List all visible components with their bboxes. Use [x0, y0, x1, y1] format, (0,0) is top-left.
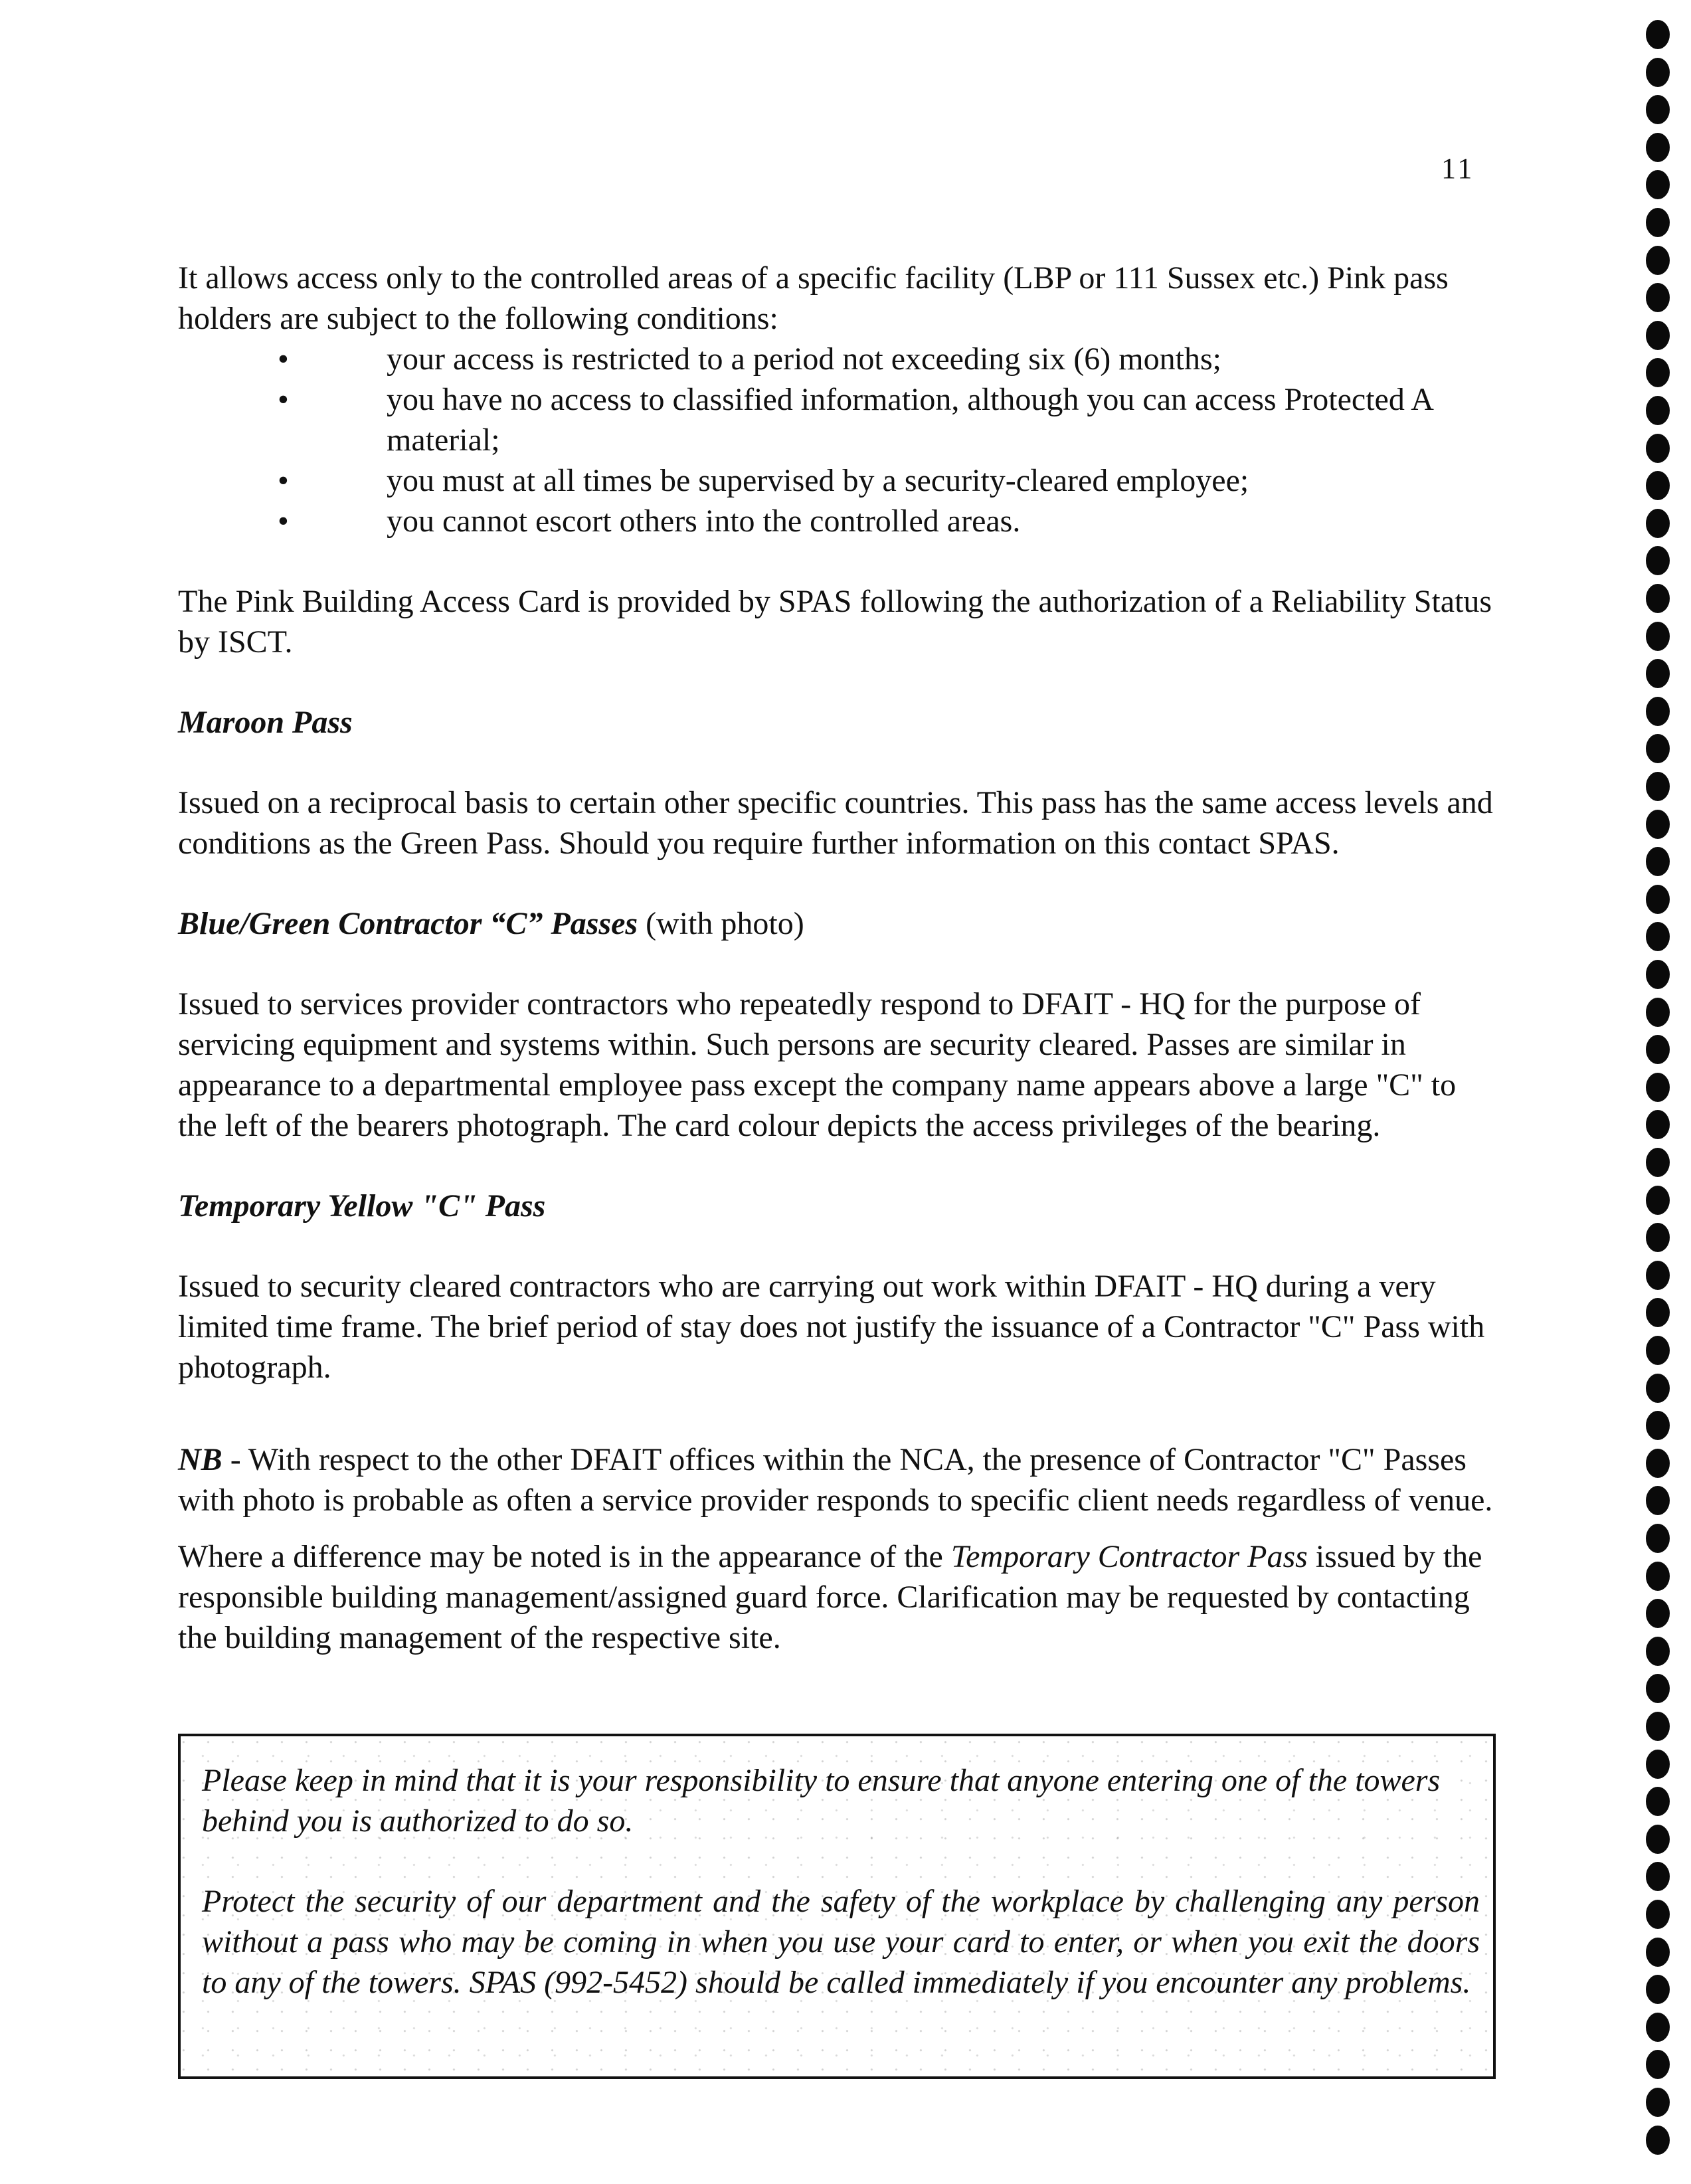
binder-hole-icon: [1646, 1637, 1670, 1666]
binder-hole-icon: [1646, 396, 1670, 425]
list-item: [178, 460, 1489, 501]
binder-hole-icon: [1646, 434, 1670, 463]
binder-holes: [1646, 20, 1672, 2179]
binder-hole-icon: [1646, 1186, 1670, 1215]
binder-hole-icon: [1646, 2088, 1670, 2117]
bullet-icon: •: [278, 382, 289, 417]
binder-hole-icon: [1646, 1148, 1670, 1177]
binder-hole-icon: [1646, 960, 1670, 989]
list-item-text: your access is restricted to a period not exceeding six (6) months;: [387, 341, 1221, 377]
binder-hole-icon: [1646, 810, 1670, 839]
list-item: [178, 379, 1489, 460]
binder-hole-icon: [1646, 1562, 1670, 1591]
binder-hole-icon: [1646, 1374, 1670, 1403]
conditions-list: [178, 339, 1500, 541]
binder-hole-icon: [1646, 208, 1670, 237]
binder-hole-icon: [1646, 1449, 1670, 1478]
list-item: [178, 339, 1489, 379]
binder-hole-icon: [1646, 509, 1670, 538]
binder-hole-icon: [1646, 1862, 1670, 1891]
binder-hole-icon: [1646, 283, 1670, 312]
difference-paragraph: [178, 1536, 1500, 1658]
nb-paragraph: [178, 1439, 1500, 1520]
binder-hole-icon: [1646, 1486, 1670, 1515]
binder-hole-icon: [1646, 1712, 1670, 1741]
binder-hole-icon: [1646, 1599, 1670, 1628]
maroon-pass-paragraph: Issued on a reciprocal basis to certain other specific countries. This pass has the same access levels and conditions as the Green Pass. Should you require further information on this contact SPAS.: [178, 785, 1493, 861]
maroon-pass-heading: Maroon Pass: [178, 705, 353, 740]
binder-hole-icon: [1646, 885, 1670, 914]
difference-text-before: Where a difference may be noted is in the appearance of the: [178, 1539, 951, 1574]
contractor-pass-heading: [178, 903, 1500, 944]
contractor-pass-title: Blue/Green Contractor “C” Passes: [178, 906, 638, 941]
binder-hole-icon: [1646, 1336, 1670, 1365]
binder-hole-icon: [1646, 697, 1670, 726]
binder-hole-icon: [1646, 659, 1670, 688]
binder-hole-icon: [1646, 1524, 1670, 1553]
binder-hole-icon: [1646, 584, 1670, 613]
page-number: 11: [1441, 152, 1475, 185]
binder-hole-icon: [1646, 1674, 1670, 1703]
binder-hole-icon: [1646, 358, 1670, 387]
binder-hole-icon: [1646, 2013, 1670, 2042]
binder-hole-icon: [1646, 246, 1670, 275]
list-item-text: you cannot escort others into the controlled areas.: [387, 503, 1021, 539]
list-item-text: you have no access to classified information, although you can access Protected A material;: [387, 382, 1433, 458]
intro-paragraph: It allows access only to the controlled areas of a specific facility (LBP or 111 Sussex etc.) Pink pass holders are subject to the following conditions:: [178, 260, 1449, 336]
binder-hole-icon: [1646, 734, 1670, 763]
difference-text-after: issued by the responsible building management/assigned guard force. Clarification may be requested by contacting the building management of the respective site.: [178, 1539, 1482, 1655]
binder-hole-icon: [1646, 471, 1670, 500]
bullet-icon: •: [278, 503, 289, 539]
list-item: [178, 501, 1489, 541]
binder-hole-icon: [1646, 622, 1670, 651]
nb-label: NB: [178, 1442, 222, 1477]
binder-hole-icon: [1646, 546, 1670, 575]
binder-hole-icon: [1646, 1298, 1670, 1327]
binder-hole-icon: [1646, 1975, 1670, 2004]
difference-text-italic: Temporary Contractor Pass: [950, 1539, 1308, 1574]
binder-hole-icon: [1646, 95, 1670, 124]
security-notice-box: [178, 1734, 1496, 2079]
binder-hole-icon: [1646, 1411, 1670, 1440]
binder-hole-icon: [1646, 1223, 1670, 1252]
notice-paragraph-1: Please keep in mind that it is your responsibility to ensure that anyone entering one of the towers behind you is authorized to do so.: [202, 1763, 1441, 1839]
binder-hole-icon: [1646, 1787, 1670, 1816]
binder-hole-icon: [1646, 1750, 1670, 1779]
binder-hole-icon: [1646, 133, 1670, 162]
binder-hole-icon: [1646, 1938, 1670, 1967]
contractor-pass-paragraph: Issued to services provider contractors who repeatedly respond to DFAIT - HQ for the purpose of servicing equipment and systems within. Such persons are security cleared. Passes are similar in appearance to a departmental employee pass except the company name appears above a large "C" to the left of the bearers photograph. The card colour depicts the access privileges of the bearing.: [178, 986, 1457, 1143]
binder-hole-icon: [1646, 1035, 1670, 1064]
binder-hole-icon: [1646, 998, 1670, 1027]
bullet-icon: •: [278, 341, 289, 377]
binder-hole-icon: [1646, 1825, 1670, 1854]
binder-hole-icon: [1646, 1073, 1670, 1102]
binder-hole-icon: [1646, 847, 1670, 876]
nb-text: - With respect to the other DFAIT offices within the NCA, the presence of Contractor "C" Passes with photo is probable as often a service provider responds to specific client needs regardless of venue.: [178, 1442, 1493, 1518]
binder-hole-icon: [1646, 1110, 1670, 1139]
binder-hole-icon: [1646, 772, 1670, 801]
temporary-pass-paragraph: Issued to security cleared contractors who are carrying out work within DFAIT - HQ during a very limited time frame. The brief period of stay does not justify the issuance of a Contractor "C" Pass with photograph.: [178, 1269, 1485, 1385]
binder-hole-icon: [1646, 58, 1670, 87]
pink-card-paragraph: The Pink Building Access Card is provided by SPAS following the authorization of a Reliability Status by ISCT.: [178, 584, 1492, 660]
document-body: [178, 258, 1500, 1658]
temporary-pass-heading: Temporary Yellow "C" Pass: [178, 1188, 546, 1224]
notice-paragraph-2: Protect the security of our department and the safety of the workplace by challenging any person without a pass who may be coming in when you use your card to enter, or when you exit the doors to any of the towers. SPAS (992-5452) should be called immediately if you encounter any problems.: [202, 1884, 1480, 2000]
binder-hole-icon: [1646, 922, 1670, 951]
binder-hole-icon: [1646, 2126, 1670, 2155]
bullet-icon: •: [278, 463, 289, 498]
binder-hole-icon: [1646, 2050, 1670, 2079]
binder-hole-icon: [1646, 321, 1670, 350]
contractor-pass-suffix: (with photo): [638, 906, 804, 941]
binder-hole-icon: [1646, 1900, 1670, 1929]
binder-hole-icon: [1646, 170, 1670, 199]
binder-hole-icon: [1646, 20, 1670, 49]
list-item-text: you must at all times be supervised by a security-cleared employee;: [387, 463, 1249, 498]
binder-hole-icon: [1646, 1261, 1670, 1290]
